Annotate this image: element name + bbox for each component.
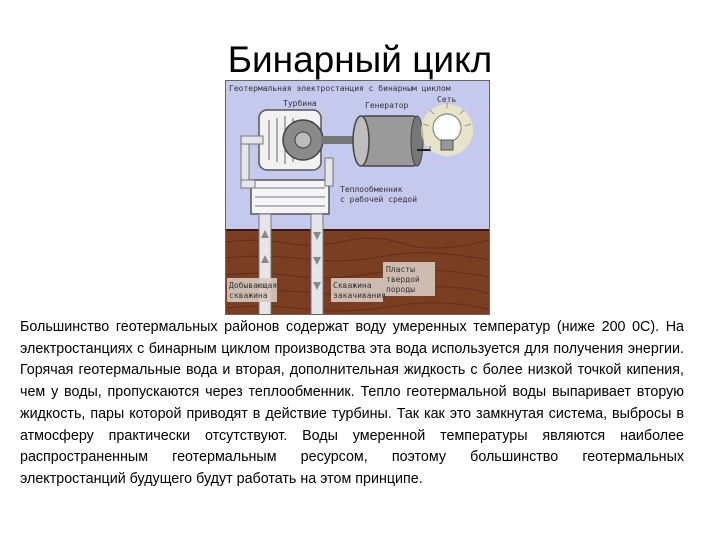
exchanger-label-2: с рабочей средой [340, 195, 418, 204]
generator-label: Генератор [365, 101, 409, 110]
inj-label-1: Скважина [333, 281, 372, 290]
generator [353, 116, 423, 166]
heat-exchanger [251, 180, 329, 214]
slide-title: Бинарный цикл [227, 39, 493, 80]
prod-label-1: Добывающая [229, 281, 278, 290]
turbine [259, 110, 323, 170]
rock-label-3: породы [386, 285, 415, 294]
grid-label: Сеть [437, 95, 457, 104]
rock-label-2: твердой [386, 275, 420, 284]
binary-cycle-diagram [225, 80, 490, 315]
inj-label-2: закачивания [333, 291, 386, 300]
exchanger-label-1: Теплообменник [340, 185, 403, 194]
rock-label-1: Пласты [386, 265, 415, 274]
turbine-label: Турбина [283, 99, 317, 108]
diagram-svg [225, 80, 490, 315]
diagram-header: Геотермальная электростанция с бинарным циклом [229, 84, 451, 93]
slide-body-text: Большинство геотермальных районов содержат воду умеренных температур (ниже 200 0С). На электростанциях с бинарным циклом производства эта вода используется для получения энергии. Горячая геотермальные вода и вторая, дополнительная жидкость с более низкой точкой кипения, чем у воды, пропускаются через теплообменник. Тепло геотермальной воды выпаривает вторую жидкость, пары которой приводят в действие турбины. Так как это замкнутая система, выбросы в атмосферу практически отсутствуют. Воды умеренной температуры являются наиболее распространенным геотермальным ресурсом, поэтому большинство геотермальных электростанций будущего будут работать на этом принципе. [20, 319, 684, 487]
injection-well [311, 214, 323, 315]
prod-label-2: скважина [229, 291, 268, 300]
